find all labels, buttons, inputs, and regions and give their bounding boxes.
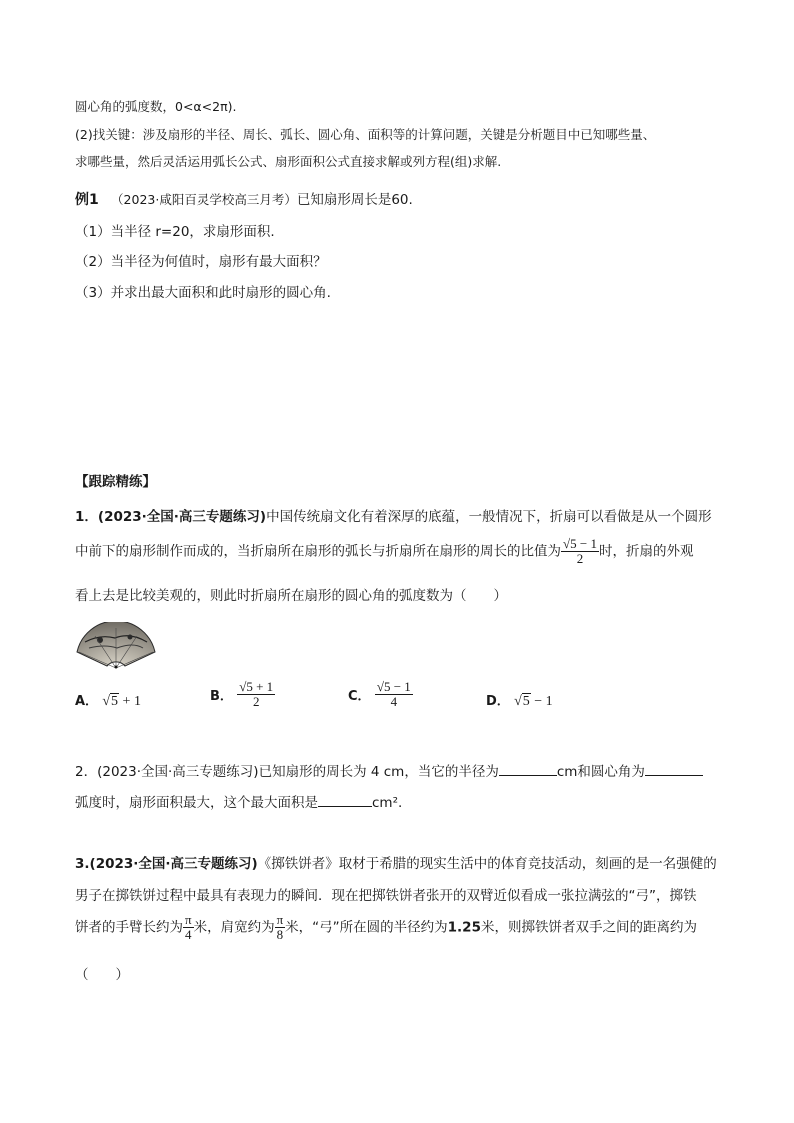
problem-2-text-2a: 弧度时，扇形面积最大，这个最大面积是 bbox=[75, 795, 318, 811]
answer-blank-area[interactable] bbox=[318, 794, 372, 807]
problem-2-text-1b: cm和圆心角为 bbox=[556, 764, 645, 780]
option-c-label: C． bbox=[348, 689, 371, 704]
problem-3-source: (2023·全国·高三专题练习) bbox=[89, 856, 258, 872]
problem-1-line-1 bbox=[75, 505, 712, 525]
problem-3-text-3a: 饼者的手臂长约为 bbox=[75, 919, 183, 936]
problem-2-line-2 bbox=[75, 791, 402, 811]
problem-3-line-3 bbox=[75, 913, 697, 942]
bow-radius-value: 1.25 bbox=[447, 919, 481, 936]
ratio-denominator: 2 bbox=[576, 551, 584, 566]
problem-2-source: (2023·全国·高三专题练习) bbox=[97, 764, 259, 780]
option-c-fraction bbox=[375, 680, 413, 709]
example-q1: （1）当半径 r=20，求扇形面积. bbox=[75, 224, 275, 240]
example-source: （2023·咸阳百灵学校高三月考） bbox=[111, 192, 297, 207]
fan-icon bbox=[75, 622, 157, 670]
problem-3-answer-bracket[interactable]: （ ） bbox=[75, 967, 129, 983]
option-b-denominator: 2 bbox=[252, 694, 260, 709]
example-stem: 已知扇形周长是60. bbox=[296, 192, 413, 208]
shoulder-width-fraction bbox=[275, 913, 286, 942]
option-b-label: B． bbox=[210, 689, 233, 704]
option-b-fraction bbox=[237, 680, 275, 709]
option-c[interactable] bbox=[348, 680, 413, 709]
problem-3-text-3d: 米，则掷铁饼者双手之间的距离约为 bbox=[480, 919, 697, 936]
problem-2-line-1 bbox=[75, 760, 703, 780]
option-b[interactable] bbox=[210, 680, 275, 709]
option-d-value: √5 − 1 bbox=[514, 694, 553, 709]
problem-3-number: 3. bbox=[75, 856, 90, 872]
problem-3-text-3c: 米，“弓”所在圆的半径约为 bbox=[285, 919, 448, 936]
problem-3-line-2: 男子在掷铁饼过程中最具有表现力的瞬间．现在把掷铁饼者张开的双臂近似看成一张拉满弦的“弓”，掷铁 bbox=[75, 888, 697, 904]
problem-1-ratio-fraction bbox=[561, 537, 599, 566]
arm-length-fraction bbox=[183, 913, 194, 942]
problem-1-line-2 bbox=[75, 537, 693, 566]
problem-1-line-3: 看上去是比较美观的，则此时折扇所在扇形的圆心角的弧度数为（ ） bbox=[75, 588, 507, 604]
problem-1-source: (2023·全国·高三专题练习) bbox=[97, 509, 267, 525]
problem-1-text-2b: 时，折扇的外观 bbox=[598, 543, 694, 560]
problem-3-line-1 bbox=[75, 852, 717, 872]
example-q3: （3）并求出最大面积和此时扇形的圆心角. bbox=[75, 285, 331, 301]
option-d-label: D． bbox=[486, 694, 510, 709]
arm-length-denominator: 4 bbox=[185, 927, 192, 942]
option-b-numerator: √5 + 1 bbox=[239, 679, 274, 694]
problem-3-text-3b: 米，肩宽约为 bbox=[193, 919, 275, 936]
shoulder-width-denominator: 8 bbox=[276, 927, 284, 942]
example-q2: （2）当半径为何值时，扇形有最大面积？ bbox=[75, 254, 327, 270]
example-header bbox=[75, 188, 413, 209]
problem-1-number: 1． bbox=[75, 509, 98, 525]
intro-line-3: 求哪些量，然后灵活运用弧长公式、扇形面积公式直接求解或列方程(组)求解. bbox=[75, 154, 502, 169]
problem-2-number: 2． bbox=[75, 764, 98, 780]
option-d[interactable] bbox=[486, 690, 553, 710]
problem-3-text-1: 《掷铁饼者》取材于希腊的现实生活中的体育竞技活动，刻画的是一名强健的 bbox=[257, 856, 717, 872]
shoulder-width-numerator: π bbox=[276, 912, 284, 927]
arm-length-numerator: π bbox=[185, 912, 192, 927]
practice-heading: 【跟踪精练】 bbox=[75, 474, 156, 490]
answer-blank-angle[interactable] bbox=[645, 763, 703, 776]
answer-blank-radius[interactable] bbox=[499, 763, 557, 776]
intro-line-1: 圆心角的弧度数，0<α<2π). bbox=[75, 99, 237, 114]
option-a[interactable] bbox=[75, 690, 141, 710]
ratio-numerator: √5 − 1 bbox=[563, 536, 597, 551]
problem-1-text-1: 中国传统扇文化有着深厚的底蕴，一般情况下，折扇可以看做是从一个圆形 bbox=[266, 509, 712, 525]
problem-2-text-1a: 已知扇形的周长为 4 cm，当它的半径为 bbox=[258, 764, 499, 780]
option-c-numerator: √5 − 1 bbox=[376, 679, 411, 694]
example-label: 例1 bbox=[75, 192, 99, 208]
option-c-denominator: 4 bbox=[390, 694, 398, 709]
problem-1-text-2: 中前下的扇形制作而成的，当折扇所在扇形的弧长与折扇所在扇形的周长的比值为 bbox=[75, 543, 561, 560]
problem-2-text-2b: cm². bbox=[372, 795, 403, 811]
intro-line-2: (2)找关键：涉及扇形的半径、周长、弧长、圆心角、面积等的计算问题，关键是分析题目中已知哪些量、 bbox=[75, 127, 656, 142]
folding-fan-image bbox=[75, 622, 157, 670]
option-a-value: √5 + 1 bbox=[102, 694, 141, 709]
option-a-label: A． bbox=[75, 694, 99, 709]
